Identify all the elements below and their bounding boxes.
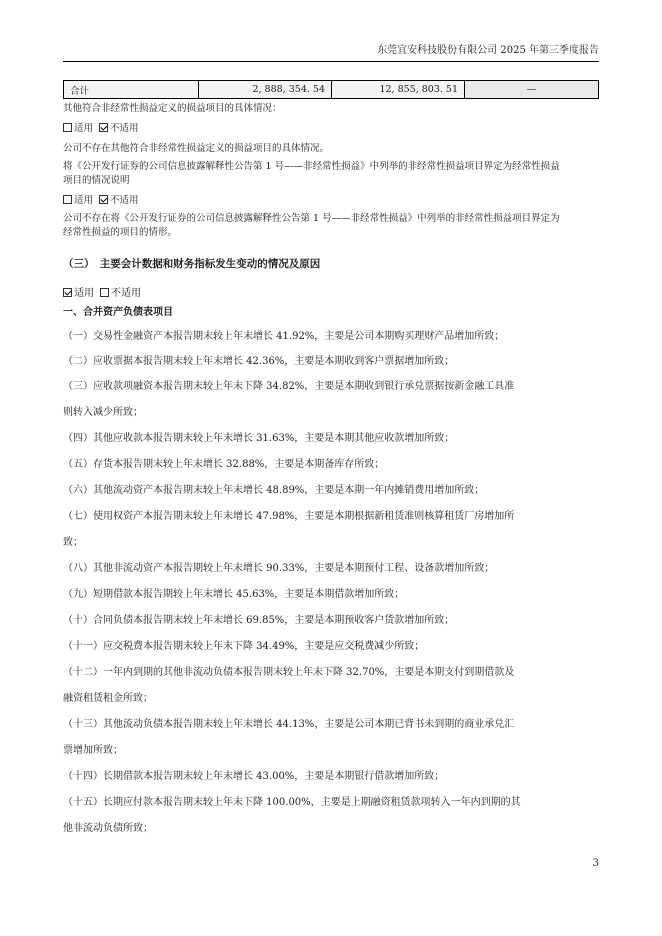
page-header: 东莞宜安科技股份有限公司 2025 年第三季度报告 <box>377 45 599 56</box>
checkbox-empty-icon <box>63 195 72 204</box>
section3-options <box>63 287 599 301</box>
total-value-1: 2, 888, 354. 54 <box>199 81 332 99</box>
total-table <box>63 80 599 99</box>
list-item: 致； <box>63 537 83 548</box>
checkbox-checked-icon <box>63 288 72 297</box>
list-item: （一）交易性金融资产本报告期末较上年末增长 41.92%，主要是公司本期购买理财产品增加所致； <box>63 331 505 342</box>
list-item: （三）应收款项融资本报告期末较上年末下降 34.82%，主要是本期收到银行承兑票据按新金融工具准 <box>63 381 515 392</box>
list-item: （十）合同负债本报告期末较上年末增长 69.85%，主要是本期预收客户货款增加所致； <box>63 615 455 626</box>
block2-intro-line1: 将《公开发行证券的公司信息披露解释性公告第 1 号——非经常性损益》中列举的非经常性损益项目界定为经常性损益 <box>63 161 560 172</box>
list-item: （六）其他流动资产本报告期末较上年末增长 48.89%，主要是本期一年内摊销费用增加所致； <box>63 485 485 496</box>
option-apply-label: 适用 <box>74 123 94 134</box>
total-value-3: — <box>465 81 599 99</box>
list-item: （七）使用权资产本报告期末较上年末增长 47.98%，主要是本期根据新租赁准则核算租赁厂房增加所 <box>63 511 515 522</box>
block2-intro-line2: 项目的情况说明 <box>63 175 130 186</box>
list-item: 他非流动负债所致； <box>63 823 153 834</box>
block2-options <box>63 194 599 208</box>
list-item: （八）其他非流动资产本报告期较上年末增长 90.33%，主要是本期预付工程、设备款增加所致； <box>63 563 495 574</box>
header-divider <box>63 61 599 62</box>
option-not-apply-label: 不适用 <box>110 123 139 134</box>
block1-options <box>63 122 599 136</box>
list-item: （十五）长期应付款本报告期末较上年末下降 100.00%，主要是上期融资租赁款项转入一年内到期的其 <box>63 797 521 808</box>
subsection-title: 一、合并资产负债表项目 <box>63 307 173 318</box>
option-not-apply-label: 不适用 <box>110 195 139 206</box>
list-item: （十三）其他流动负债本报告期末较上年末增长 44.13%，主要是公司本期已背书未到期的商业承兑汇 <box>63 719 515 730</box>
checkbox-empty-icon <box>63 123 72 132</box>
block1-text: 公司不存在其他符合非经常性损益定义的损益项目的具体情况。 <box>63 143 330 154</box>
block2-text-line1: 公司不存在将《公开发行证券的公司信息披露解释性公告第 1 号——非经常性损益》中列举的非经常性损益项目界定为 <box>63 213 560 224</box>
list-item: （五）存货本报告期末较上年末增长 32.88%，主要是本期备库存所致； <box>63 459 385 470</box>
list-item: （十四）长期借款本报告期末较上年末增长 43.00%，主要是本期银行借款增加所致； <box>63 771 445 782</box>
list-item: （十一）应交税费本报告期末较上年末下降 34.49%，主要是应交税费减少所致； <box>63 641 425 652</box>
total-label: 合计 <box>64 81 199 99</box>
block1-intro: 其他符合非经常性损益定义的损益项目的具体情况： <box>63 103 282 114</box>
list-item: 票增加所致； <box>63 745 123 756</box>
list-item: 融资租赁租金所致； <box>63 693 153 704</box>
checkbox-checked-icon <box>99 123 108 132</box>
list-item: （九）短期借款本报告期较上年末增长 45.63%，主要是本期借款增加所致； <box>63 589 405 600</box>
option-not-apply-label: 不适用 <box>111 288 141 299</box>
list-item: 则转入减少所致； <box>63 407 143 418</box>
list-item: （四）其他应收款本报告期末较上年末增长 31.63%，主要是本期其他应收款增加所致； <box>63 433 455 444</box>
list-item: （二）应收票据本报告期末较上年末增长 42.36%，主要是本期收到客户票据增加所致； <box>63 356 455 367</box>
list-item: （十二）一年内到期的其他非流动负债本报告期末较上年末下降 32.70%，主要是本期支付到期借款及 <box>63 667 515 678</box>
section-title: （三） 主要会计数据和财务指标发生变动的情况及原因 <box>63 258 321 270</box>
option-apply-label: 适用 <box>74 195 94 206</box>
checkbox-empty-icon <box>100 288 109 297</box>
checkbox-checked-icon <box>99 195 108 204</box>
total-value-2: 12, 855, 803. 51 <box>332 81 465 99</box>
table-row <box>64 81 599 99</box>
page-number: 3 <box>592 858 599 869</box>
block2-text-line2: 经常性损益的项目的情形。 <box>63 227 178 238</box>
option-apply-label: 适用 <box>74 288 94 299</box>
